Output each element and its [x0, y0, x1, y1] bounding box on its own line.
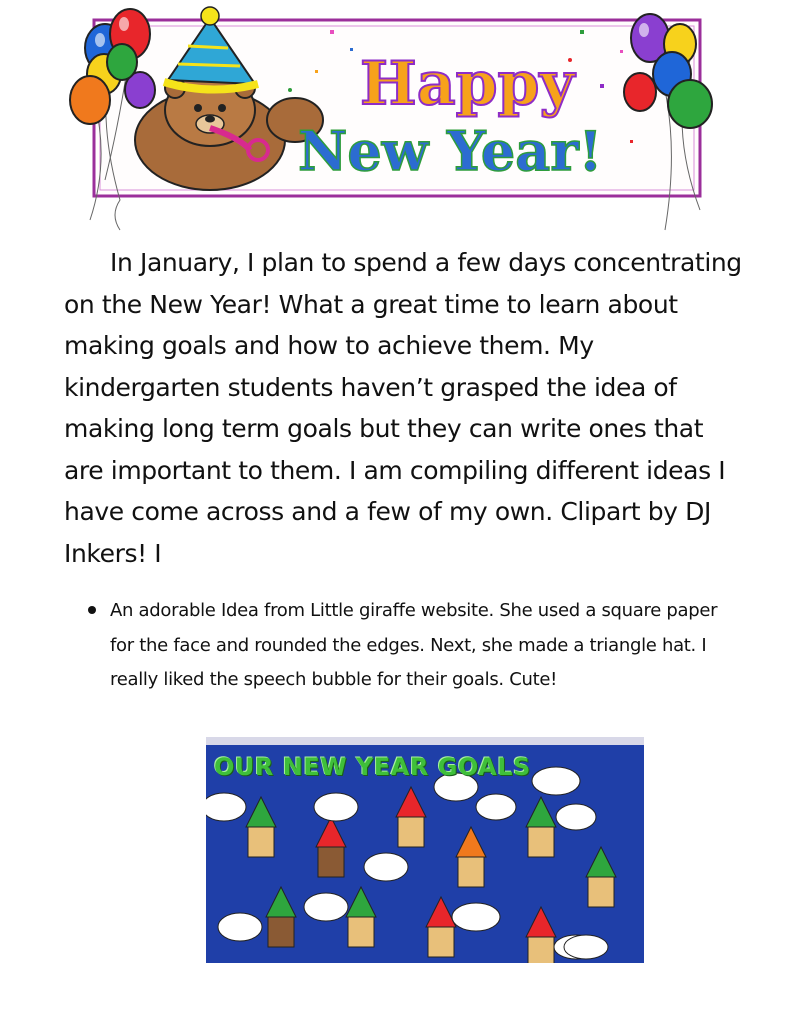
goals-bulletin-board-photo: [206, 737, 644, 963]
banner-title-new-year: New Year!: [298, 119, 603, 183]
intro-paragraph-text: In January, I plan to spend a few days concentrating on the New Year! What a great time to learn about making goals and how to achieve them. My kindergarten students haven’t grasped the idea of making long term goals but they can write ones that are important to them. I am compiling different ideas I have come across and a few of my own. Clipart by DJ Inkers! I: [64, 248, 742, 568]
ideas-list: [86, 594, 746, 698]
list-item-text: An adorable Idea from Little giraffe website. She used a square paper for the face and rounded the edges. Next, she made a triangle hat. I really liked the speech bubble for their goals. Cute!: [110, 600, 718, 690]
banner-title-happy: Happy: [360, 49, 575, 119]
photo-board-title: OUR NEW YEAR GOALS: [214, 753, 531, 781]
bullet-icon: [88, 606, 96, 614]
list-item: [86, 594, 746, 698]
intro-paragraph: [64, 242, 744, 574]
new-year-banner: [60, 0, 740, 232]
